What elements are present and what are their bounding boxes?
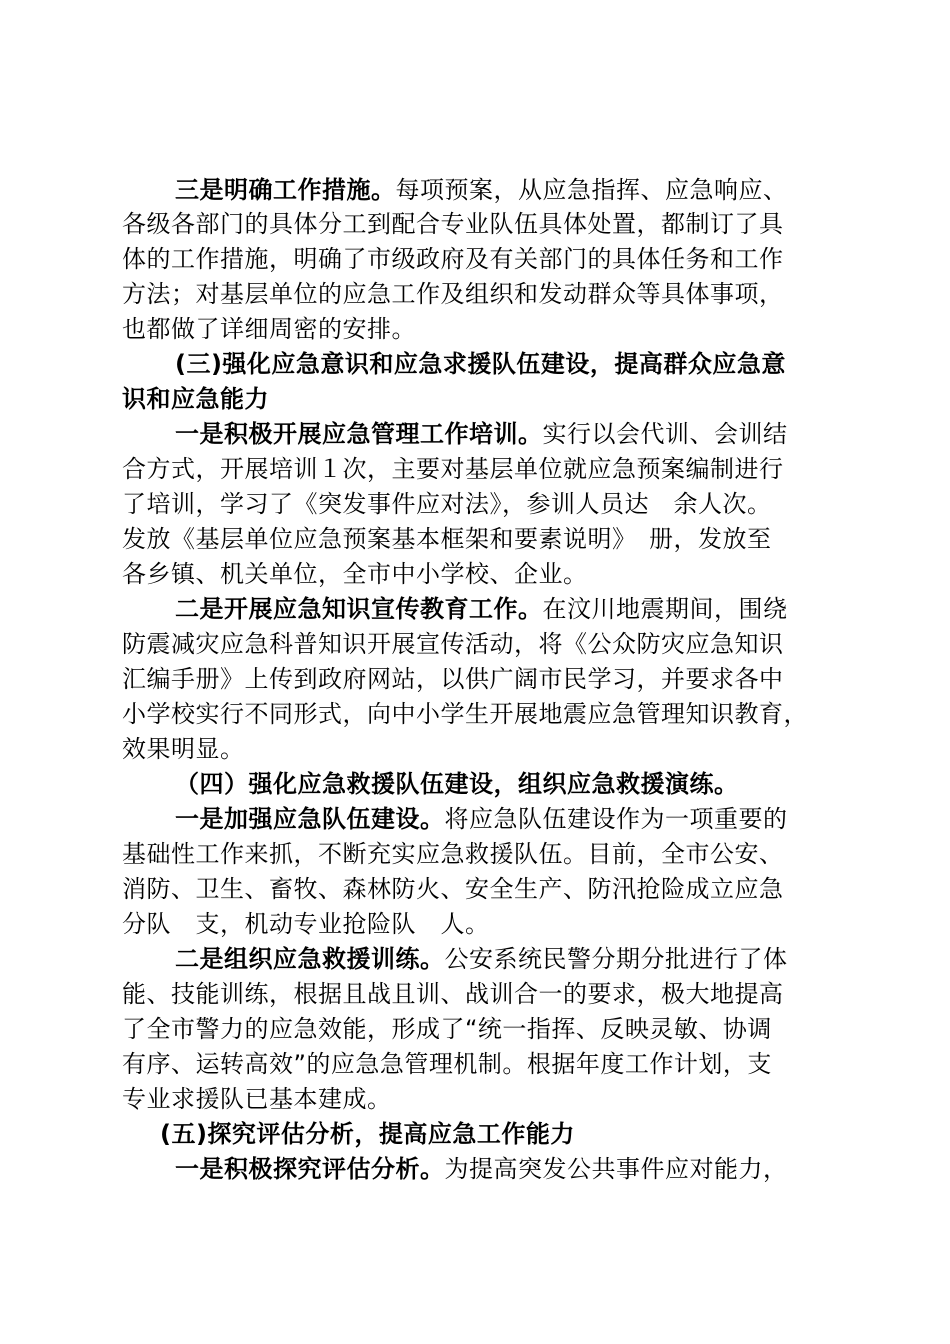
text-line: 方法；对基层单位的应急工作及组织和发动群众等具体事项， [122,280,784,308]
text-line: 发放《基层单位应急预案基本框架和要素说明》 册，发放至 [122,525,772,553]
text-line: 各级各部门的具体分工到配合专业队伍具体处置，都制订了具 [122,210,784,238]
text-line: 有序、运转高效”的应急急管理机制。根据年度工作计划，支 [122,1050,772,1078]
text-line: 小学校实行不同形式，向中小学生开展地震应急管理知识教育， [122,700,808,728]
text-line: 二是开展应急知识宣传教育工作。在汶川地震期间，围绕 [175,595,788,623]
text-line: 一是积极探究评估分析。为提高突发公共事件应对能力， [175,1155,788,1183]
text-line: 专业求援队已基本建成。 [122,1085,392,1113]
text-line: 能、技能训练，根据且战且训、战训合一的要求，极大地提高 [122,980,784,1008]
text-line: 了全市警力的应急效能，形成了“统一指挥、反映灵敏、协调 [122,1015,772,1043]
text-line: 消防、卫生、畜牧、森林防火、安全生产、防汛抢险成立应急 [122,875,784,903]
text-line: 分队 支，机动专业抢险队 人。 [122,910,490,938]
section-heading: (三)强化应急意识和应急求援队伍建设，提高群众应急意 [175,350,786,378]
text-line: 了培训，学习了《突发事件应对法》，参训人员达 余人次。 [122,490,772,518]
text-line: 合方式，开展培训１次，主要对基层单位就应急预案编制进行 [122,455,784,483]
text-line: 各乡镇、机关单位，全市中小学校、企业。 [122,560,588,588]
section-heading: （四）强化应急救援队伍建设，组织应急救援演练。 [175,770,739,798]
text-line: 效果明显。 [122,735,245,763]
section-heading: (五)探究评估分析，提高应急工作能力 [160,1120,575,1148]
text-line: 汇编手册》上传到政府网站，以供广阔市民学习，并要求各中 [122,665,784,693]
section-heading: 识和应急能力 [122,385,269,413]
text-line: 基础性工作来抓，不断充实应急救援队伍。目前，全市公安、 [122,840,784,868]
text-line: 一是积极开展应急管理工作培训。实行以会代训、会训结 [175,420,788,448]
text-line: 体的工作措施，明确了市级政府及有关部门的具体任务和工作 [122,245,784,273]
text-line: 也都做了详细周密的安排。 [122,315,416,343]
text-line: 二是组织应急救援训练。公安系统民警分期分批进行了体 [175,945,788,973]
text-line: 防震减灾应急科普知识开展宣传活动，将《公众防灾应急知识 [122,630,784,658]
text-line: 三是明确工作措施。每项预案，从应急指挥、应急响应、 [175,176,788,204]
text-line: 一是加强应急队伍建设。将应急队伍建设作为一项重要的 [175,805,788,833]
